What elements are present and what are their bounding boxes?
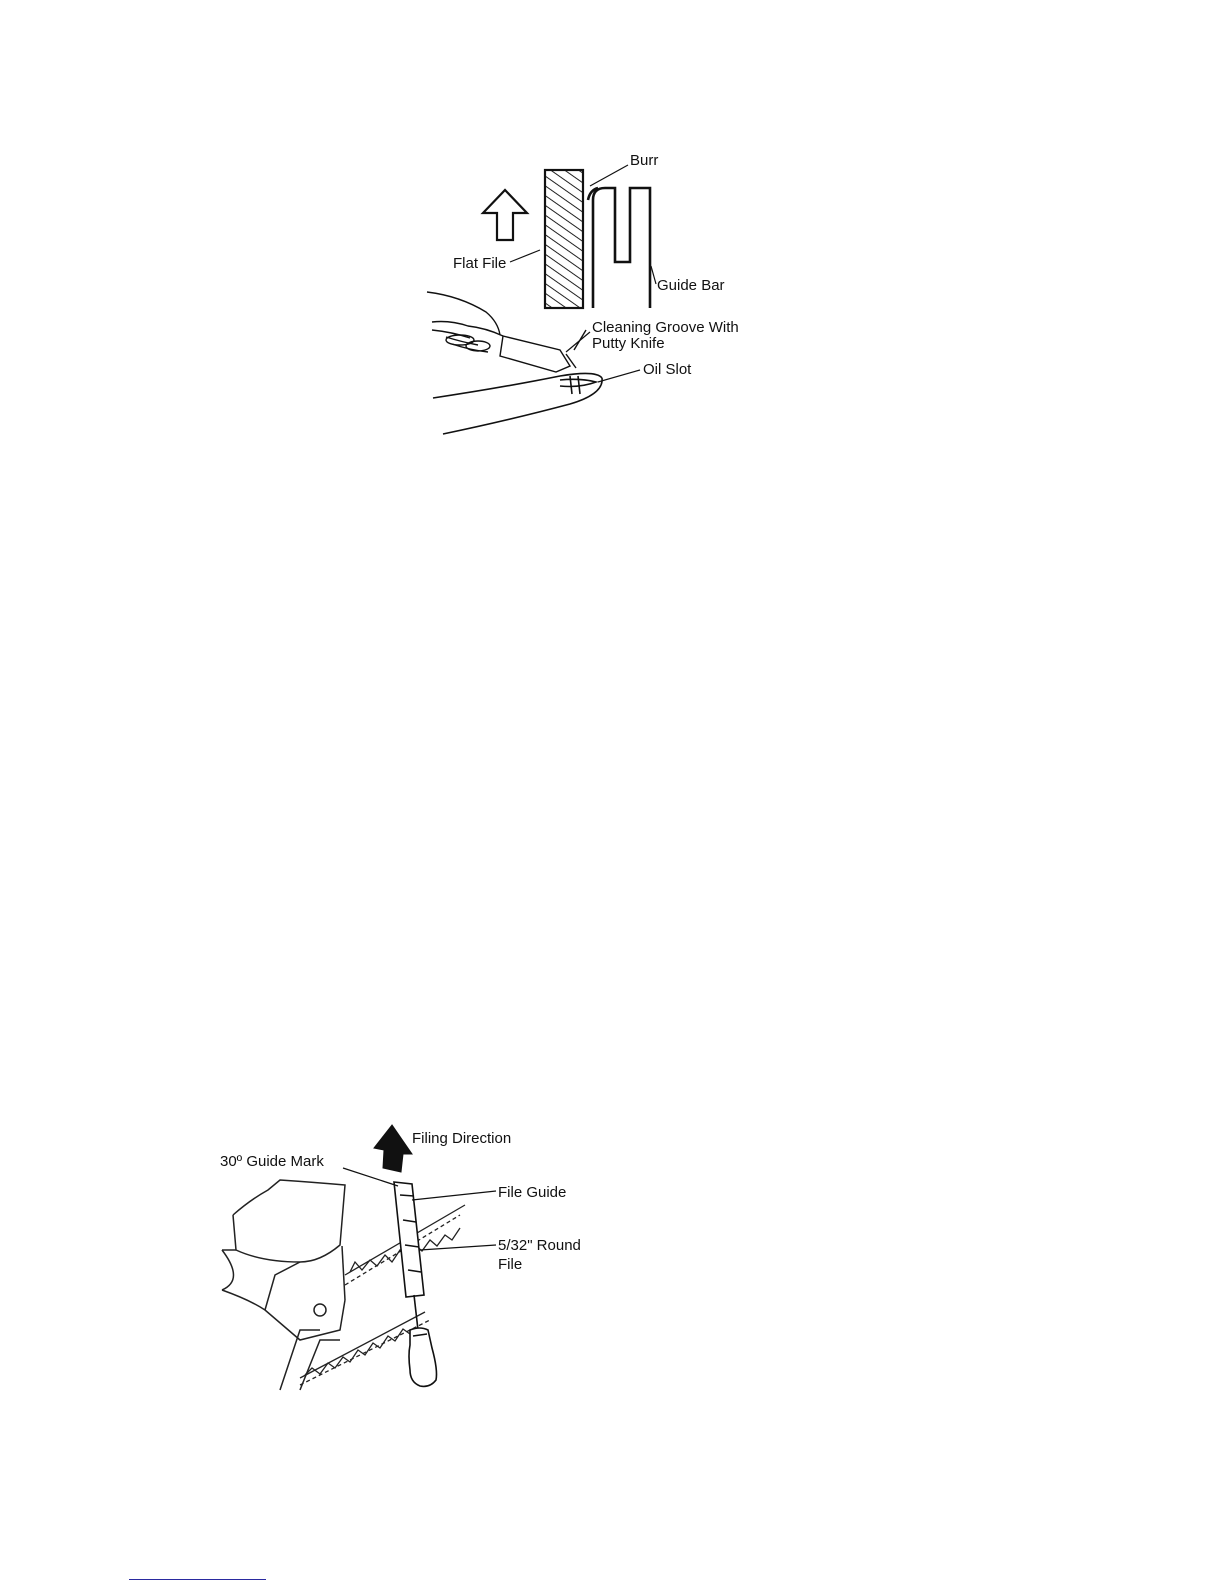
guide-bar-tip — [433, 373, 602, 434]
filing-direction-label: Filing Direction — [412, 1130, 512, 1147]
flat-file-shape — [545, 170, 583, 308]
oil-slot-leader — [598, 370, 640, 382]
burr-label: Burr — [630, 152, 659, 169]
file-guide-leader — [412, 1191, 496, 1200]
cleaning-groove-leader — [566, 332, 590, 352]
guide-bar-shape — [588, 165, 650, 308]
round-file-label-line1: 5/32" Round — [498, 1237, 581, 1254]
cleaning-groove-label-line1: Cleaning Groove With — [592, 319, 739, 336]
guide-mark-leader — [343, 1168, 398, 1186]
guide-bar-and-chain — [300, 1205, 465, 1385]
filing-direction-arrow-icon — [374, 1125, 412, 1172]
round-file-label-line2: File — [498, 1256, 523, 1273]
flat-file-label: Flat File — [453, 255, 507, 272]
chainsaw-body — [222, 1180, 345, 1390]
round-file-leader — [420, 1245, 496, 1250]
guide-bar-leader — [651, 266, 656, 284]
footnote-separator — [129, 1579, 266, 1580]
flat-file-leader — [510, 250, 540, 262]
oil-slot-label: Oil Slot — [643, 361, 692, 378]
guide-mark-label: 30º Guide Mark — [220, 1153, 324, 1170]
cleaning-groove-label-line2: Putty Knife — [592, 335, 665, 352]
guide-bar-label: Guide Bar — [657, 277, 725, 294]
up-arrow-icon — [483, 190, 527, 240]
file-guide-label: File Guide — [498, 1184, 567, 1201]
round-file-with-handle — [409, 1295, 437, 1386]
